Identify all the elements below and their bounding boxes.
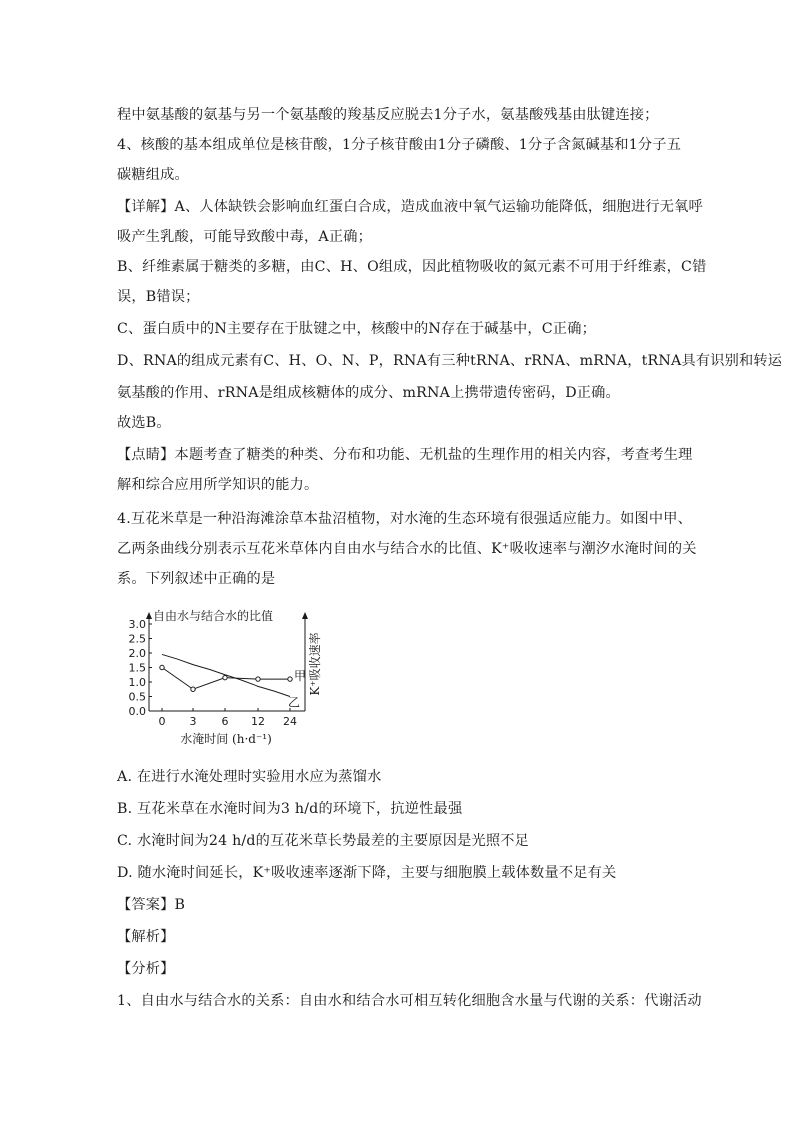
text-line: 【解析】 [117, 929, 175, 945]
x-tick-label: 0 [158, 715, 166, 728]
y-axis-arrow [146, 612, 152, 619]
data-point-jia [256, 677, 260, 681]
y2-axis-label: K⁺吸收速率 [308, 632, 322, 696]
data-point-jia [223, 675, 227, 679]
y-tick-label: 2.0 [128, 647, 146, 660]
y-tick-label: 0.5 [128, 690, 146, 704]
text-line: 【详解】A、人体缺铁会影响血红蛋白合成，造成血液中氧气运输功能降低，细胞进行无氧呼 [117, 199, 703, 215]
text-line: C. 水淹时间为24 h/d的互花米草长势最差的主要原因是光照不足 [117, 833, 530, 849]
text-line: 氨基酸的作用、rRNA是组成核糖体的成分、mRNA上携带遗传密码，D正确。 [117, 385, 620, 401]
y2-axis-arrow [302, 612, 308, 619]
text-line: B、纤维素属于糖类的多糖，由C、H、O组成，因此植物吸收的氮元素不可用于纤维素，C错 [117, 259, 707, 275]
text-line: D. 随水淹时间延长，K⁺吸收速率逐渐下降，主要与细胞膜上载体数量不足有关 [117, 865, 617, 881]
text-line: 故选B。 [117, 415, 171, 431]
text-line: C、蛋白质中的N主要存在于肽键之中，核酸中的N存在于碱基中，C正确； [117, 321, 596, 337]
y-tick-label: 1.0 [128, 676, 146, 689]
text-line: 4.互花米草是一种沿海滩涂草本盐沼植物，对水淹的生态环境有很强适应能力。如图中甲、 [117, 511, 693, 527]
y-axis-label: 自由水与结合水的比值 [153, 609, 274, 623]
x-tick-label: 12 [251, 715, 265, 728]
series-name-yi: 乙 [288, 695, 301, 710]
y-tick-label: 2.5 [128, 632, 146, 646]
x-axis-label: 水淹时间 (h·d⁻¹) [180, 732, 272, 746]
line-chart [118, 604, 338, 750]
series-name-jia: 甲 [294, 669, 307, 684]
text-line: B. 互花米草在水淹时间为3 h/d的环境下，抗逆性最强 [117, 801, 463, 817]
text-line: 系。下列叙述中正确的是 [117, 571, 276, 587]
text-line: 4、核酸的基本组成单位是核苷酸，1分子核苷酸由1分子磷酸、1分子含氮碱基和1分子五 [117, 137, 682, 153]
text-line: 乙两条曲线分别表示互花米草体内自由水与结合水的比值、K⁺吸收速率与潮汐水淹时间的关 [117, 541, 697, 557]
text-line: 1、自由水与结合水的关系：自由水和结合水可相互转化细胞含水量与代谢的关系：代谢活动 [117, 993, 702, 1009]
chart-figure [118, 604, 338, 750]
text-line: 【答案】B [117, 897, 186, 913]
text-line: 【点睛】本题考查了糖类的种类、分布和功能、无机盐的生理作用的相关内容，考查考生理 [117, 447, 693, 463]
y-tick-label: 3.0 [128, 618, 146, 631]
y-tick-label: 1.5 [128, 661, 146, 675]
x-tick-label: 6 [221, 715, 229, 728]
text-line: A. 在进行水淹处理时实验用水应为蒸馏水 [117, 769, 382, 785]
y-tick-label: 0.0 [128, 705, 146, 718]
text-line: 吸产生乳酸，可能导致酸中毒，A正确； [117, 229, 373, 245]
text-line: 程中氨基酸的氨基与另一个氨基酸的羧基反应脱去1分子水，氨基酸残基由肽键连接； [117, 107, 659, 123]
text-line: 误，B错误； [117, 289, 200, 305]
text-line: 【分析】 [117, 961, 175, 977]
series-line-yi [162, 654, 290, 696]
text-line: D、RNA的组成元素有C、H、O、N、P，RNA有三种tRNA、rRNA、mRNA，tRNA具有识别和转运 [117, 353, 783, 369]
data-point-jia [160, 665, 164, 669]
data-point-jia [288, 677, 292, 681]
x-tick-label: 3 [189, 715, 197, 728]
data-point-jia [191, 687, 195, 691]
x-tick-label: 24 [283, 715, 297, 728]
text-line: 解和综合应用所学知识的能力。 [117, 477, 319, 493]
text-line: 碳糖组成。 [117, 167, 189, 183]
